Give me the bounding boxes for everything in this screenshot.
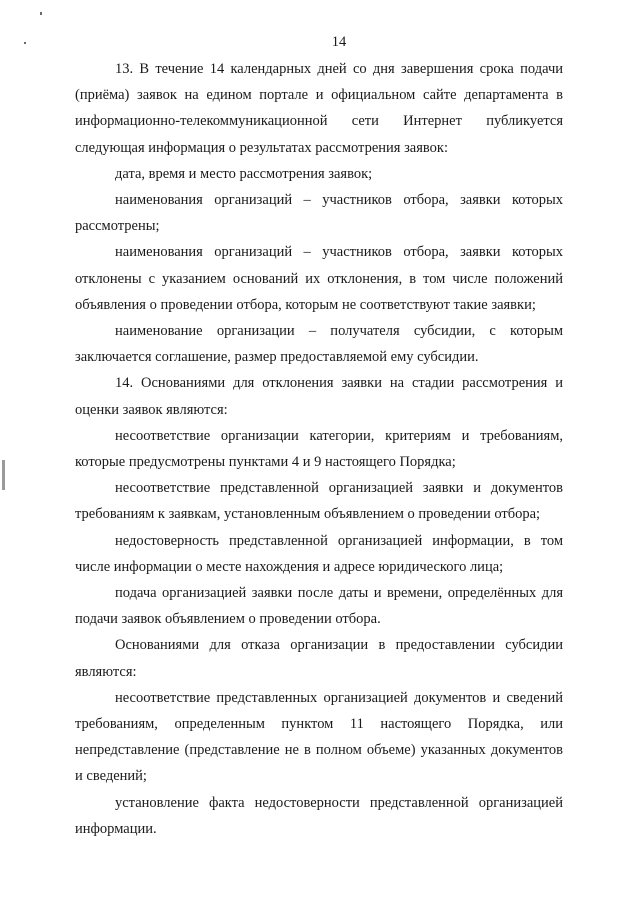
list-item-late-submission: подача организацией заявки после даты и времени, определённых для подачи заявок объявлением о проведении отбора. — [75, 585, 563, 628]
paragraph-13-intro: 13. В течение 14 календарных дней со дня завершения срока подачи (приёма) заявок на едином портале и официальном сайте департамента в информационно-телекоммуникационной сети Интернет публикуется следующая информация о результатах рассмотрения заявок: — [75, 61, 563, 156]
scan-artifact-mark — [2, 460, 5, 490]
document-body — [75, 56, 563, 842]
list-item-unreliable-information: установление факта недостоверности представленной организацией информации. — [75, 794, 563, 837]
list-item-rejected-participants: наименования организаций – участников отбора, заявки которых отклонены с указанием оснований их отклонения, в том числе положений объявления о проведении отбора, которым не соответствуют такие заявки; — [75, 244, 563, 313]
list-item-reviewed-participants: наименования организаций – участников отбора, заявки которых рассмотрены; — [75, 192, 563, 235]
scan-artifact-mark — [40, 12, 42, 15]
list-item-documents-noncompliance: несоответствие представленных организацией документов и сведений требованиям, определенным пунктом 11 настоящего Порядка, или непредставление (представление не в полном объеме) указанных документов и сведений; — [75, 689, 563, 785]
list-item-false-information: недостоверность представленной организацией информации, в том числе информации о месте нахождения и адресе юридического лица; — [75, 532, 563, 575]
page-number: 14 — [331, 34, 347, 50]
list-item-date-time-place: дата, время и место рассмотрения заявок; — [115, 165, 373, 182]
paragraph-refusal-grounds: Основаниями для отказа организации в предоставлении субсидии являются: — [75, 637, 563, 680]
list-item-subsidy-recipient: наименование организации – получателя субсидии, с которым заключается соглашение, размер предоставляемой ему субсидии. — [75, 323, 563, 366]
list-item-documents-mismatch: несоответствие представленной организацией заявки и документов требованиям к заявкам, установленным объявлением о проведении отбора; — [75, 480, 563, 523]
list-item-criteria-mismatch: несоответствие организации категории, критериям и требованиям, которые предусмотрены пунктами 4 и 9 настоящего Порядка; — [75, 427, 563, 471]
paragraph-14-intro: 14. Основаниями для отклонения заявки на стадии рассмотрения и оценки заявок являются: — [75, 375, 563, 418]
